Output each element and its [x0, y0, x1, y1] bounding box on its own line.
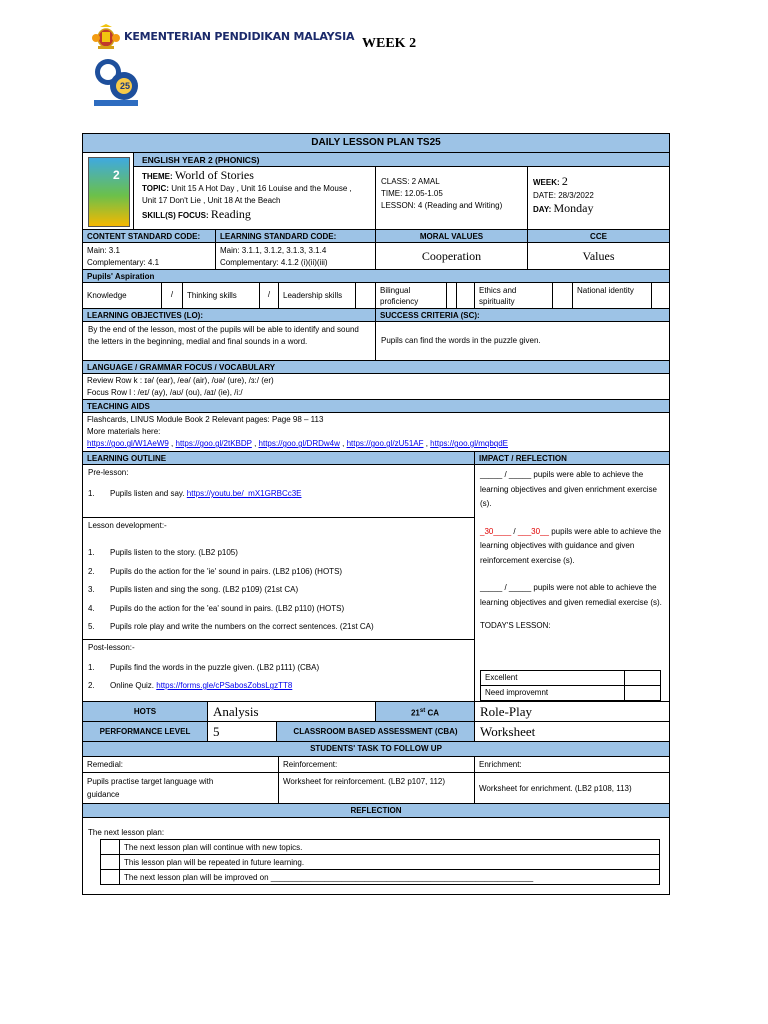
reflection-header: REFLECTION [82, 803, 670, 818]
week-label: WEEK: [533, 178, 560, 187]
moral-values-header: MORAL VALUES [375, 229, 528, 243]
teaching-aids-links [87, 438, 665, 450]
day-label: DAY: [533, 205, 552, 214]
impact-remedial: _____ / _____ pupils were not able to achieve the learning objectives and given remedial exercise (s). [480, 583, 662, 607]
aspiration-leadership: Leadership skills [278, 282, 356, 309]
content-complementary: Complementary: 4.1 [87, 258, 160, 267]
item-number: 1. [88, 548, 95, 557]
post-lesson-label: Post-lesson:- [88, 643, 135, 652]
impact-enrichment: _____ / _____ pupils were able to achieve the learning objectives and given enrichment exercise (s). [480, 470, 657, 508]
aspiration-bilingual: Bilingual proficiency [375, 282, 447, 309]
teaching-aids-header: TEACHING AIDS [82, 399, 670, 413]
todays-lesson-label: TODAY'S LESSON: [480, 621, 551, 630]
rating-excellent-box[interactable] [624, 670, 661, 686]
hots-value: Analysis [207, 701, 376, 722]
remedial-text: Pupils practise target language with guidance [82, 772, 279, 804]
impact-guidance [480, 525, 664, 569]
aspiration-national: National identity [572, 282, 652, 309]
date-text: DATE: 28/3/2022 [533, 191, 594, 200]
material-link-4[interactable]: https://goo.gl/zU51AF [346, 439, 424, 448]
date-cell [527, 166, 670, 230]
language-line-1: Review Row k : ɪə/ (ear), /eə/ (air), /ʊə/ (ure), /ɜ:/ (er) [87, 376, 274, 385]
ca-label [375, 701, 475, 722]
enrichment-label: Enrichment: [474, 756, 670, 773]
impact-guidance-text: pupils were able to achieve the learning objectives with guidance and given reinforcement exercise (s). [480, 526, 662, 565]
material-link-5[interactable]: https://goo.gl/mqbqdE [430, 439, 508, 448]
material-link-1[interactable]: https://goo.gl/W1AeW9 [87, 439, 169, 448]
ca-superscript: st [419, 708, 426, 714]
aspiration-knowledge: Knowledge [82, 282, 162, 309]
reinforcement-text: Worksheet for reinforcement. (LB2 p107, 112) [278, 772, 475, 804]
aspiration-national-mark [651, 282, 670, 309]
book-cover-cell [82, 152, 134, 230]
aspiration-bilingual-mark [456, 282, 475, 309]
dev-item [88, 581, 469, 600]
cce-value: Values [527, 242, 670, 270]
content-main: Main: 3.1 [87, 246, 120, 255]
reflection-option-2: This lesson plan will be repeated in future learning. [119, 854, 660, 870]
aspiration-thinking-mark: / [259, 282, 279, 309]
link-separator: , [423, 439, 431, 448]
language-content [82, 373, 670, 400]
impact-guidance-count: _30____ [480, 526, 512, 536]
theme-cell [133, 166, 376, 230]
performance-level-label: PERFORMANCE LEVEL [82, 721, 208, 742]
lesson-text: LESSON: 4 (Reading and Writing) [381, 201, 503, 210]
day-line [533, 202, 664, 216]
item-text: Pupils listen and say. [110, 489, 187, 498]
dev-item [88, 563, 469, 582]
item-number: 3. [88, 585, 95, 594]
theme-value: World of Stories [174, 168, 254, 182]
performance-level-value: 5 [207, 721, 277, 742]
impact-section [474, 464, 670, 702]
learning-standard-values [215, 242, 376, 270]
language-line-2: Focus Row l : /eɪ/ (ay), /aʊ/ (ou), /aɪ/ (ie), /i:/ [87, 388, 243, 397]
teaching-aids-content [82, 412, 670, 452]
post-item [88, 659, 469, 677]
item-text: Pupils listen and sing the song. (LB2 p109) (21st CA) [110, 585, 299, 594]
theme-line [142, 169, 367, 183]
day-value: Monday [553, 201, 594, 215]
link-separator: , [168, 439, 176, 448]
content-standard-header: CONTENT STANDARD CODE: [82, 229, 216, 243]
week-value: 2 [561, 174, 568, 188]
learning-outline-header: LEARNING OUTLINE [82, 451, 475, 465]
subject-cell: ENGLISH YEAR 2 (PHONICS) [133, 152, 670, 167]
aspiration-knowledge-mark: / [161, 282, 183, 309]
material-link-2[interactable]: https://goo.gl/2tKBDP [175, 439, 252, 448]
item-number: 4. [88, 603, 95, 613]
post-lesson-section [82, 639, 475, 702]
time-text: TIME: 12.05-1.05 [381, 189, 443, 198]
item-text: Pupils role play and write the numbers on the correct sentences. (21st CA) [110, 622, 374, 631]
cba-label: CLASSROOM BASED ASSESSMENT (CBA) [276, 721, 475, 742]
week-line [533, 175, 664, 189]
content-standard-values [82, 242, 216, 270]
ca-number: 21 [410, 708, 420, 718]
lesson-development-label: Lesson development:- [88, 521, 167, 530]
aspiration-header: Pupils' Aspiration [82, 269, 670, 283]
teaching-aids-line-1: Flashcards, LINUS Module Book 2 Relevant pages: Page 98 – 113 [87, 415, 324, 424]
rating-excellent: Excellent [480, 670, 625, 686]
item-text: Online Quiz. [110, 681, 157, 690]
topic-value: Unit 15 A Hot Day , Unit 16 Louise and the Mouse , Unit 17 Don't Lie , Unit 18 At the Beach [142, 184, 352, 205]
topic-line [142, 183, 352, 207]
material-link-3[interactable]: https://goo.gl/DRDw4w [258, 439, 340, 448]
dev-item [88, 544, 469, 563]
reflection-option-box-3[interactable] [100, 869, 120, 885]
skill-label: SKILL(S) FOCUS: [142, 211, 209, 220]
teaching-aids-line-2: More materials here: [87, 427, 161, 436]
cce-header: CCE [527, 229, 670, 243]
learning-main: Main: 3.1.1, 3.1.2, 3.1.3, 3.1.4 [220, 246, 327, 255]
post-item [88, 677, 469, 695]
aspiration-thinking: Thinking skills [182, 282, 260, 309]
lesson-development-section [82, 517, 475, 640]
item-number: 1. [88, 489, 95, 498]
ministry-crest-icon [92, 24, 120, 50]
ca-value: Role-Play [474, 701, 670, 722]
rating-need-improvement: Need improvemnt [480, 685, 625, 701]
pre-lesson-item [88, 488, 469, 500]
book-label: 2 [113, 168, 120, 182]
impact-guidance-total: ___30__ [517, 526, 549, 536]
item-text: Pupils listen to the story. (LB2 p105) [110, 548, 238, 557]
sc-text: Pupils can find the words in the puzzle given. [375, 321, 670, 361]
skill-line [142, 207, 367, 223]
language-header: LANGUAGE / GRAMMAR FOCUS / VOCABULARY [82, 360, 670, 374]
impact-header: IMPACT / REFLECTION [474, 451, 670, 465]
lo-text: By the end of the lesson, most of the pupils will be able to identify and sound the letters in the beginning, medial and final sounds in a word. [82, 321, 376, 361]
week-heading: WEEK 2 [362, 36, 417, 51]
next-plan-label: The next lesson plan: [88, 828, 165, 837]
theme-label: THEME: [142, 172, 173, 181]
aspiration-leadership-mark [355, 282, 376, 309]
ministry-name: KEMENTERIAN PENDIDIKAN MALAYSIA [124, 30, 355, 43]
book-cover-image [88, 157, 130, 227]
class-cell [375, 166, 528, 230]
dev-item [88, 600, 469, 619]
aspiration-ethics: Ethics and spirituality [474, 282, 553, 309]
pre-lesson-section [82, 464, 475, 518]
topic-label: TOPIC: [142, 184, 169, 193]
item-text: Pupils find the words in the puzzle given. (LB2 p111) (CBA) [110, 663, 320, 672]
reflection-option-box-1[interactable] [100, 839, 120, 855]
sc-header: SUCCESS CRITERIA (SC): [375, 308, 670, 322]
item-number: 2. [88, 566, 95, 576]
cba-value: Worksheet [474, 721, 670, 742]
moral-value: Cooperation [375, 242, 528, 270]
reflection-option-box-2[interactable] [100, 854, 120, 870]
hots-label: HOTS [82, 701, 208, 722]
impact-separator: / [511, 526, 518, 536]
reflection-option-1: The next lesson plan will continue with new topics. [119, 839, 660, 855]
learning-standard-header: LEARNING STANDARD CODE: [215, 229, 376, 243]
dev-item [88, 618, 469, 637]
students-task-header: STUDENTS' TASK TO FOLLOW UP [82, 741, 670, 757]
item-number: 2. [88, 681, 95, 690]
item-text: Pupils do the action for the 'ea' sound in pairs. (LB2 p110) (HOTS) [110, 603, 345, 613]
plan-title: DAILY LESSON PLAN TS25 [82, 133, 670, 153]
item-number: 1. [88, 663, 95, 672]
aspiration-ethics-mark [552, 282, 573, 309]
link-separator: , [251, 439, 259, 448]
ca-suffix: CA [425, 708, 440, 718]
class-text: CLASS: 2 AMAL [381, 177, 440, 186]
pre-lesson-label: Pre-lesson: [88, 468, 129, 477]
item-number: 5. [88, 622, 95, 631]
lo-header: LEARNING OBJECTIVES (LO): [82, 308, 376, 322]
reinforcement-label: Reinforcement: [278, 756, 475, 773]
online-quiz-link[interactable]: https://forms.gle/cPSabosZobsLgzTT8 [156, 681, 293, 690]
logo-number: 25 [120, 81, 131, 91]
learning-complementary: Complementary: 4.1.2 (i)(ii)(iii) [220, 258, 328, 267]
skill-value: Reading [210, 207, 251, 221]
item-text: Pupils do the action for the 'ie' sound in pairs. (LB2 p106) (HOTS) [110, 566, 343, 576]
reflection-option-3: The next lesson plan will be improved on ___________________________________________________________ [119, 869, 660, 885]
link-separator: , [339, 439, 347, 448]
pre-lesson-video-link[interactable]: https://youtu.be/_mX1GRBCc3E [186, 489, 302, 498]
remedial-label: Remedial: [82, 756, 279, 773]
enrichment-text: Worksheet for enrichment. (LB2 p108, 113) [474, 772, 670, 804]
rating-need-improvement-box[interactable] [624, 685, 661, 701]
ts25-logo [92, 56, 140, 108]
